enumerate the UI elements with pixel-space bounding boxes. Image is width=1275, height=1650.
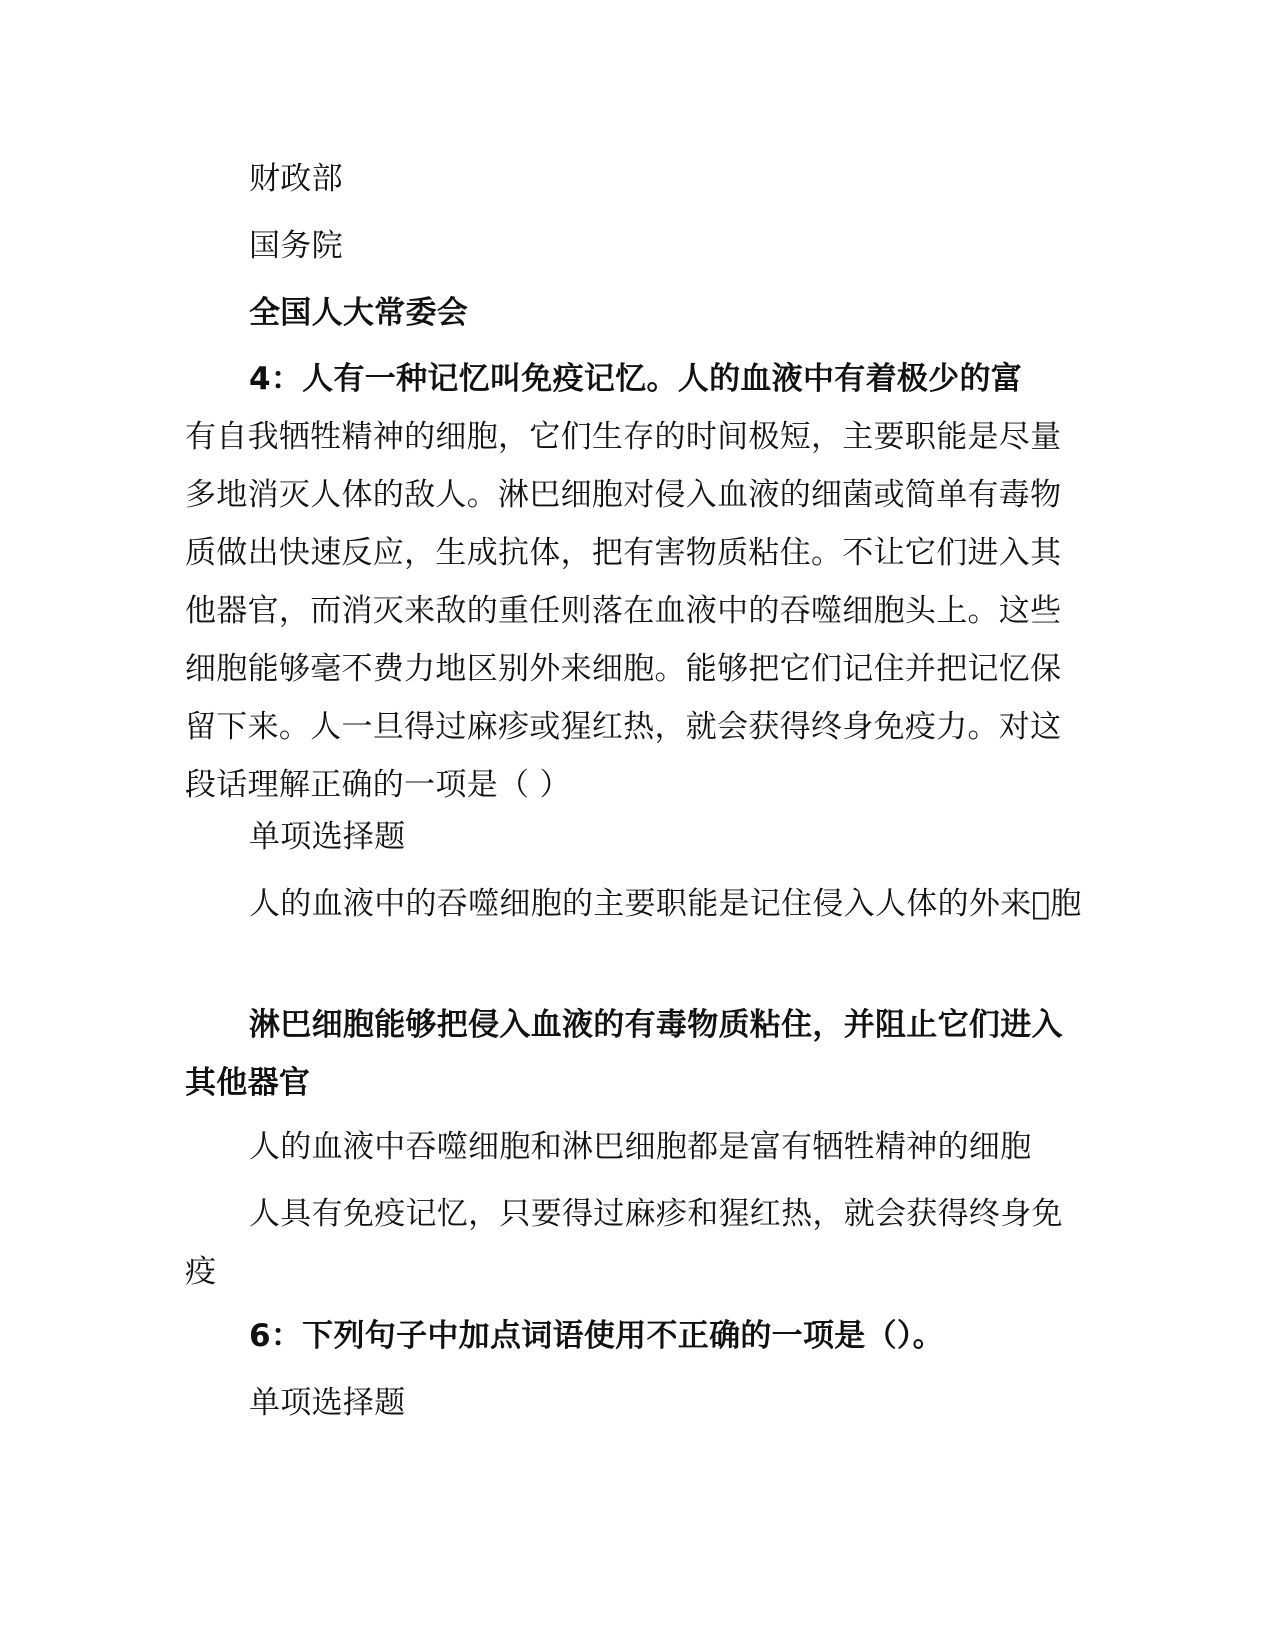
question-stem: 6：下列句子中加点词语使用不正确的一项是（）。 [249, 1318, 944, 1354]
question-type-label: 单项选择题 [249, 819, 406, 855]
option-text: 人的血液中的吞噬细胞的主要职能是记住侵入人体的外来 胞 [249, 886, 1082, 922]
question-passage: 有自我牺牲精神的细胞，它们生存的时间极短，主要职能是尽量多地消灭人体的敌人。淋巴细胞对侵入血液的细菌或简单有毒物质做出快速反应，生成抗体，把有害物质粘住。不让它们进入其他器官，而消灭来敌的重任则落在血液中的吞噬细胞头上。这些细胞能够毫不费力地区别外来细胞。能够把它们记住并把记忆保留下来。人一旦得过麻疹或猩红热，就会获得终身免疫力。对这段话理解正确的一项是（ ） [185, 419, 1062, 803]
question-type-label: 单项选择题 [249, 1385, 406, 1421]
option-text: 财政部 [249, 161, 343, 197]
option-text: 人的血液中吞噬细胞和淋巴细胞都是富有牺牲精神的细胞 [249, 1129, 1032, 1165]
question-stem: 4：人有一种记忆叫免疫记忆。人的血液中有着极少的富 [249, 361, 1023, 397]
option-text: 淋巴细胞能够把侵入血液的有毒物质粘住，并阻止它们进入其他器官 [185, 1007, 1063, 1101]
option-text: 全国人大常委会 [249, 295, 469, 331]
option-text: 人具有免疫记忆，只要得过麻疹和猩红热，就会获得终身免疫 [185, 1196, 1063, 1290]
option-text: 国务院 [249, 228, 343, 264]
